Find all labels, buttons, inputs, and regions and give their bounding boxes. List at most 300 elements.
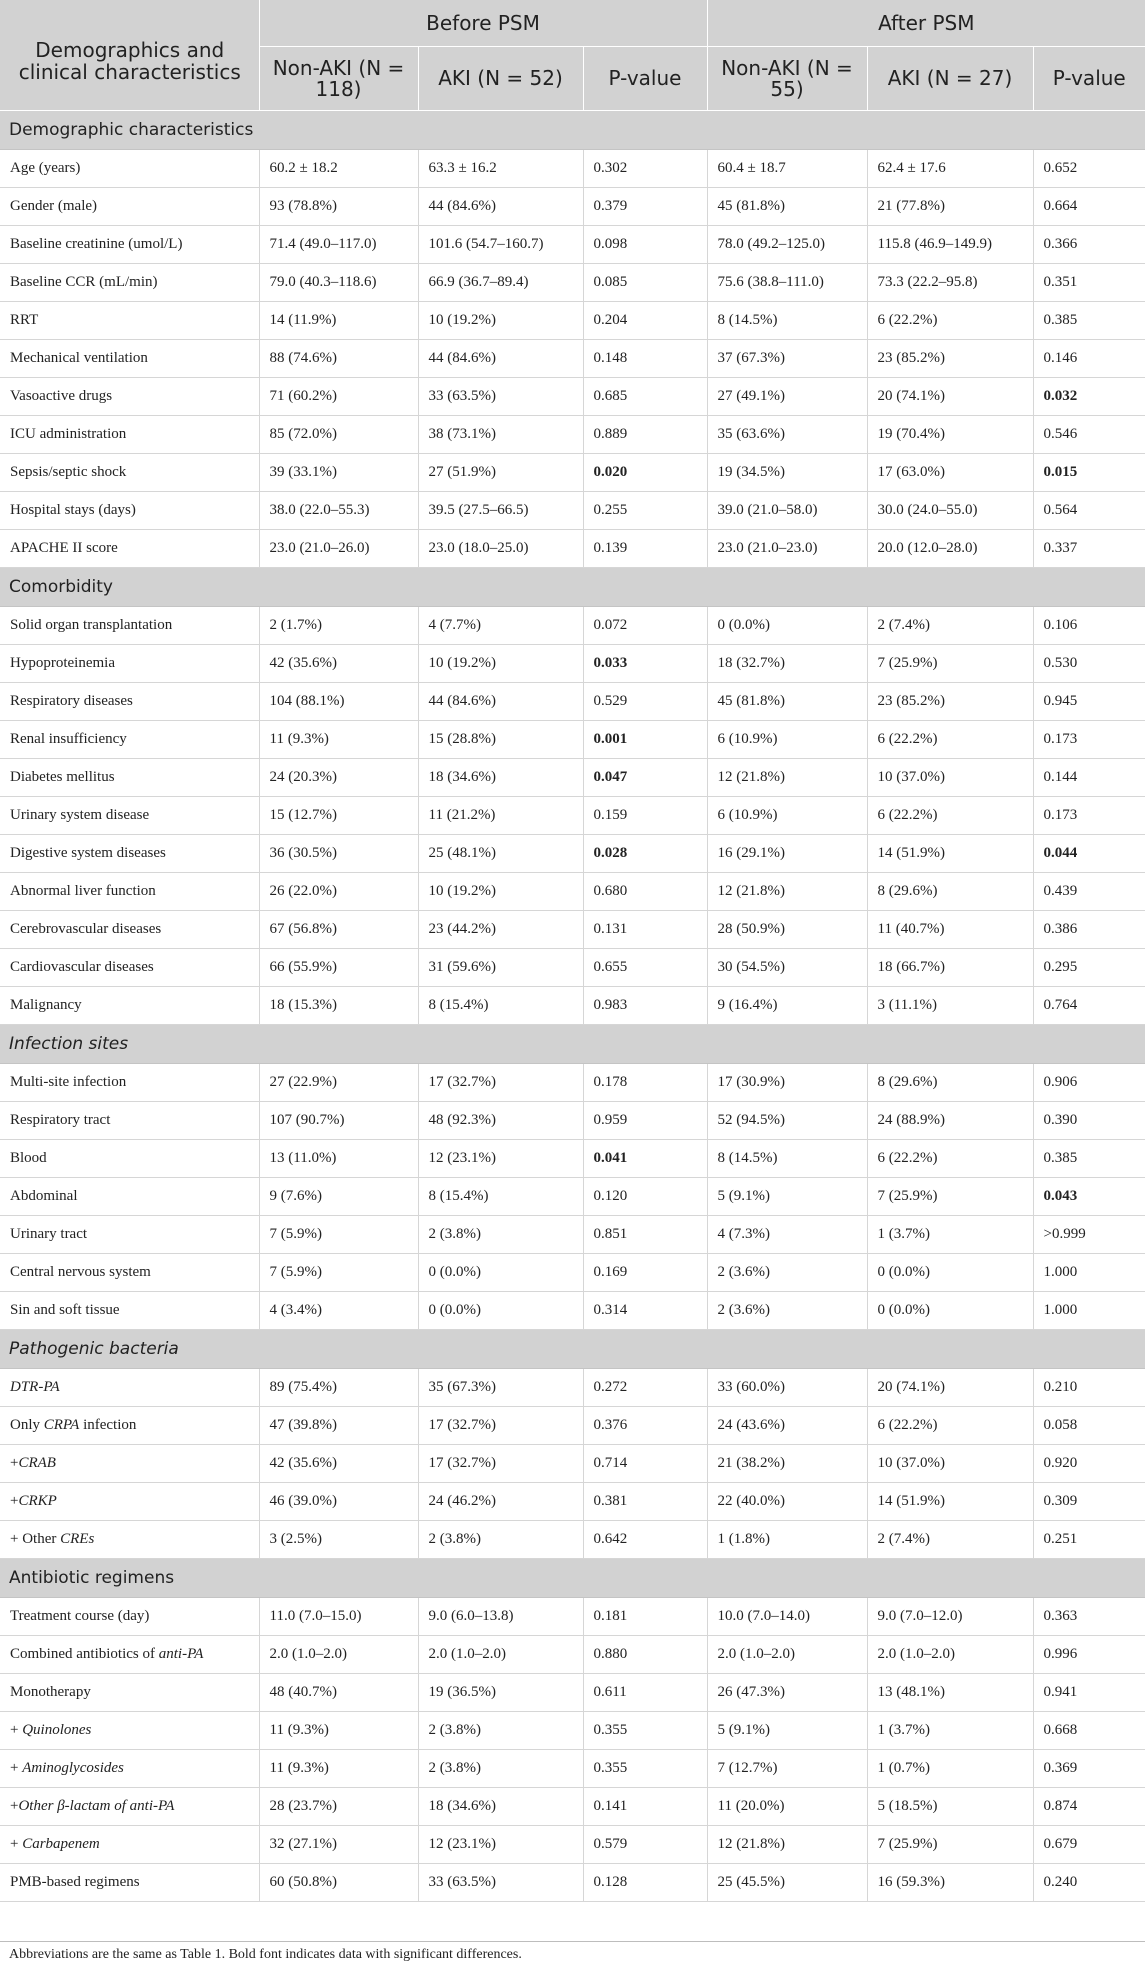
cell-after-p-value: 0.366 [1033,226,1145,264]
cell-after-non-aki: 0 (0.0%) [707,607,867,645]
cell-after-aki: 3 (11.1%) [867,987,1033,1025]
cell-before-non-aki: 88 (74.6%) [259,340,418,378]
cell-after-non-aki: 18 (32.7%) [707,645,867,683]
cell-after-non-aki: 28 (50.9%) [707,911,867,949]
table-row [0,1102,1145,1140]
cell-after-aki: 30.0 (24.0–55.0) [867,492,1033,530]
cell-after-aki: 2.0 (1.0–2.0) [867,1636,1033,1674]
cell-before-non-aki: 48 (40.7%) [259,1674,418,1712]
cell-after-non-aki: 60.4 ± 18.7 [707,150,867,188]
cell-before-non-aki: 11 (9.3%) [259,1750,418,1788]
row-label: Monotherapy [0,1674,259,1712]
table-row [0,1598,1145,1636]
row-label [0,1369,259,1407]
cell-after-non-aki: 9 (16.4%) [707,987,867,1025]
cell-before-non-aki: 13 (11.0%) [259,1140,418,1178]
cell-before-aki: 24 (46.2%) [418,1483,583,1521]
table-row [0,1483,1145,1521]
cell-after-p-value: 0.032 [1033,378,1145,416]
cell-after-aki: 73.3 (22.2–95.8) [867,264,1033,302]
header-col-after-aki: AKI (N = 27) [867,47,1033,111]
cell-after-p-value: 1.000 [1033,1254,1145,1292]
cell-before-p-value: 0.128 [583,1864,707,1902]
header-col-after-non-aki: Non-AKI (N = 55) [707,47,867,111]
row-label-segment: + [10,1722,23,1738]
cell-before-non-aki: 7 (5.9%) [259,1254,418,1292]
table-body [0,111,1145,1902]
row-label [0,1750,259,1788]
cell-before-aki: 4 (7.7%) [418,607,583,645]
row-label-segment: + [10,1760,23,1776]
section-header-row [0,568,1145,607]
row-label: Mechanical ventilation [0,340,259,378]
cell-after-non-aki: 6 (10.9%) [707,721,867,759]
row-label [0,1712,259,1750]
table-row [0,302,1145,340]
cell-after-aki: 115.8 (46.9–149.9) [867,226,1033,264]
cell-before-non-aki: 66 (55.9%) [259,949,418,987]
row-label [0,1788,259,1826]
cell-after-non-aki: 45 (81.8%) [707,188,867,226]
cell-after-p-value: 0.439 [1033,873,1145,911]
cell-after-non-aki: 27 (49.1%) [707,378,867,416]
cell-after-aki: 8 (29.6%) [867,1064,1033,1102]
cell-after-p-value: 0.546 [1033,416,1145,454]
cell-before-p-value: 0.255 [583,492,707,530]
table-row [0,1674,1145,1712]
row-label: Urinary system disease [0,797,259,835]
cell-before-aki: 39.5 (27.5–66.5) [418,492,583,530]
cell-after-non-aki: 37 (67.3%) [707,340,867,378]
row-label: Cardiovascular diseases [0,949,259,987]
cell-before-aki: 48 (92.3%) [418,1102,583,1140]
section-title: Comorbidity [0,568,1145,607]
cell-after-non-aki: 17 (30.9%) [707,1064,867,1102]
row-label: Vasoactive drugs [0,378,259,416]
cell-after-aki: 7 (25.9%) [867,1826,1033,1864]
table-row [0,1369,1145,1407]
cell-before-non-aki: 67 (56.8%) [259,911,418,949]
row-label-segment: Only [10,1417,44,1433]
cell-before-non-aki: 2.0 (1.0–2.0) [259,1636,418,1674]
row-label-segment: CRAB [18,1455,56,1471]
cell-before-non-aki: 46 (39.0%) [259,1483,418,1521]
row-label: Malignancy [0,987,259,1025]
cell-after-p-value: 0.251 [1033,1521,1145,1559]
table-row [0,1750,1145,1788]
row-label-segment: + Other [10,1531,61,1547]
cell-after-p-value: 0.652 [1033,150,1145,188]
cell-before-non-aki: 28 (23.7%) [259,1788,418,1826]
cell-after-non-aki: 24 (43.6%) [707,1407,867,1445]
cell-before-non-aki: 104 (88.1%) [259,683,418,721]
cell-before-aki: 2 (3.8%) [418,1712,583,1750]
cell-after-p-value: 0.390 [1033,1102,1145,1140]
header-col-before-non-aki: Non-AKI (N = 118) [259,47,418,111]
cell-after-non-aki: 10.0 (7.0–14.0) [707,1598,867,1636]
section-header-row [0,1330,1145,1369]
cell-before-aki: 27 (51.9%) [418,454,583,492]
table-row [0,188,1145,226]
row-label-segment: Aminoglycosides [22,1760,124,1776]
cell-after-non-aki: 1 (1.8%) [707,1521,867,1559]
cell-after-non-aki: 2.0 (1.0–2.0) [707,1636,867,1674]
cell-after-aki: 14 (51.9%) [867,1483,1033,1521]
table-row [0,645,1145,683]
cell-after-non-aki: 6 (10.9%) [707,797,867,835]
section-title: Pathogenic bacteria [0,1330,1145,1369]
cell-after-aki: 7 (25.9%) [867,1178,1033,1216]
row-label-segment: infection [79,1417,137,1433]
cell-after-non-aki: 5 (9.1%) [707,1712,867,1750]
cell-before-p-value: 0.181 [583,1598,707,1636]
cell-before-aki: 15 (28.8%) [418,721,583,759]
cell-before-non-aki: 107 (90.7%) [259,1102,418,1140]
row-label: Respiratory tract [0,1102,259,1140]
cell-after-aki: 6 (22.2%) [867,797,1033,835]
cell-before-aki: 12 (23.1%) [418,1826,583,1864]
cell-before-non-aki: 2 (1.7%) [259,607,418,645]
cell-after-p-value: >0.999 [1033,1216,1145,1254]
cell-before-non-aki: 60.2 ± 18.2 [259,150,418,188]
table-row [0,607,1145,645]
row-label: Sepsis/septic shock [0,454,259,492]
row-label-segment: + [10,1493,19,1509]
row-label-segment: CRKP [18,1493,57,1509]
cell-before-non-aki: 4 (3.4%) [259,1292,418,1330]
cell-after-p-value: 0.679 [1033,1826,1145,1864]
cell-before-non-aki: 9 (7.6%) [259,1178,418,1216]
cell-after-non-aki: 75.6 (38.8–111.0) [707,264,867,302]
cell-after-aki: 2 (7.4%) [867,607,1033,645]
cell-before-aki: 11 (21.2%) [418,797,583,835]
cell-before-non-aki: 18 (15.3%) [259,987,418,1025]
row-label [0,1445,259,1483]
row-label-segment: + [10,1836,23,1852]
section-title: Demographic characteristics [0,111,1145,150]
cell-before-non-aki: 42 (35.6%) [259,1445,418,1483]
cell-after-aki: 10 (37.0%) [867,1445,1033,1483]
cell-after-p-value: 0.043 [1033,1178,1145,1216]
row-label: RRT [0,302,259,340]
cell-after-aki: 13 (48.1%) [867,1674,1033,1712]
cell-before-aki: 10 (19.2%) [418,645,583,683]
cell-after-p-value: 0.564 [1033,492,1145,530]
cell-before-aki: 44 (84.6%) [418,340,583,378]
cell-before-non-aki: 26 (22.0%) [259,873,418,911]
cell-after-p-value: 0.309 [1033,1483,1145,1521]
cell-before-non-aki: 3 (2.5%) [259,1521,418,1559]
table-row [0,1140,1145,1178]
cell-before-p-value: 0.272 [583,1369,707,1407]
cell-after-non-aki: 12 (21.8%) [707,873,867,911]
cell-after-p-value: 0.363 [1033,1598,1145,1636]
cell-before-p-value: 0.355 [583,1712,707,1750]
cell-before-non-aki: 24 (20.3%) [259,759,418,797]
cell-before-non-aki: 14 (11.9%) [259,302,418,340]
row-label: Blood [0,1140,259,1178]
header-group-after-psm: After PSM [707,0,1145,47]
cell-before-p-value: 0.159 [583,797,707,835]
cell-after-p-value: 0.240 [1033,1864,1145,1902]
cell-after-p-value: 0.945 [1033,683,1145,721]
table-row [0,1445,1145,1483]
cell-after-non-aki: 2 (3.6%) [707,1292,867,1330]
cell-after-aki: 1 (0.7%) [867,1750,1033,1788]
cell-after-aki: 11 (40.7%) [867,911,1033,949]
cell-before-aki: 23.0 (18.0–25.0) [418,530,583,568]
table-row [0,835,1145,873]
cell-after-p-value: 0.173 [1033,721,1145,759]
cell-before-aki: 18 (34.6%) [418,759,583,797]
section-header-row [0,1025,1145,1064]
cell-after-p-value: 0.351 [1033,264,1145,302]
cell-before-p-value: 0.355 [583,1750,707,1788]
cell-after-aki: 6 (22.2%) [867,302,1033,340]
cell-before-aki: 2 (3.8%) [418,1216,583,1254]
row-label: Baseline creatinine (umol/L) [0,226,259,264]
cell-before-aki: 31 (59.6%) [418,949,583,987]
cell-before-aki: 38 (73.1%) [418,416,583,454]
cell-before-aki: 25 (48.1%) [418,835,583,873]
cell-before-aki: 2 (3.8%) [418,1750,583,1788]
row-label: Sin and soft tissue [0,1292,259,1330]
cell-before-aki: 63.3 ± 16.2 [418,150,583,188]
table-row [0,340,1145,378]
cell-before-p-value: 0.680 [583,873,707,911]
cell-before-aki: 17 (32.7%) [418,1407,583,1445]
cell-after-aki: 9.0 (7.0–12.0) [867,1598,1033,1636]
cell-before-p-value: 0.314 [583,1292,707,1330]
cell-before-non-aki: 15 (12.7%) [259,797,418,835]
header-col-after-p-value: P-value [1033,47,1145,111]
cell-before-aki: 10 (19.2%) [418,302,583,340]
row-label: Age (years) [0,150,259,188]
cell-after-non-aki: 19 (34.5%) [707,454,867,492]
cell-after-aki: 2 (7.4%) [867,1521,1033,1559]
cell-before-aki: 9.0 (6.0–13.8) [418,1598,583,1636]
cell-after-aki: 16 (59.3%) [867,1864,1033,1902]
cell-after-aki: 5 (18.5%) [867,1788,1033,1826]
table-row [0,1178,1145,1216]
table-row [0,1216,1145,1254]
cell-after-non-aki: 22 (40.0%) [707,1483,867,1521]
cell-after-aki: 23 (85.2%) [867,340,1033,378]
cell-before-non-aki: 79.0 (40.3–118.6) [259,264,418,302]
cell-after-non-aki: 5 (9.1%) [707,1178,867,1216]
row-label: Hospital stays (days) [0,492,259,530]
cell-after-aki: 1 (3.7%) [867,1712,1033,1750]
cell-before-aki: 18 (34.6%) [418,1788,583,1826]
cell-after-non-aki: 25 (45.5%) [707,1864,867,1902]
cell-after-aki: 20 (74.1%) [867,1369,1033,1407]
header-group-before-psm: Before PSM [259,0,707,47]
table-row [0,378,1145,416]
row-label: Central nervous system [0,1254,259,1292]
table-row [0,454,1145,492]
cell-before-p-value: 0.611 [583,1674,707,1712]
table-row [0,1712,1145,1750]
row-label: PMB-based regimens [0,1864,259,1902]
row-label: Treatment course (day) [0,1598,259,1636]
cell-before-non-aki: 42 (35.6%) [259,645,418,683]
cell-before-p-value: 0.178 [583,1064,707,1102]
cell-before-aki: 101.6 (54.7–160.7) [418,226,583,264]
row-label: Multi-site infection [0,1064,259,1102]
cell-after-aki: 14 (51.9%) [867,835,1033,873]
table-row [0,873,1145,911]
cell-after-non-aki: 26 (47.3%) [707,1674,867,1712]
cell-before-p-value: 0.141 [583,1788,707,1826]
cell-after-p-value: 0.874 [1033,1788,1145,1826]
cell-after-aki: 7 (25.9%) [867,645,1033,683]
cell-after-non-aki: 21 (38.2%) [707,1445,867,1483]
row-label-segment: Other β-lactam of anti-PA [18,1798,175,1814]
cell-after-non-aki: 16 (29.1%) [707,835,867,873]
cell-after-non-aki: 7 (12.7%) [707,1750,867,1788]
cell-after-non-aki: 30 (54.5%) [707,949,867,987]
cell-before-non-aki: 71 (60.2%) [259,378,418,416]
table-row [0,1292,1145,1330]
cell-after-p-value: 0.764 [1033,987,1145,1025]
cell-before-p-value: 0.714 [583,1445,707,1483]
cell-before-aki: 0 (0.0%) [418,1254,583,1292]
cell-before-p-value: 0.529 [583,683,707,721]
cell-before-aki: 44 (84.6%) [418,683,583,721]
header-main-label: Demographics and clinical characteristics [0,0,259,111]
table-row [0,1521,1145,1559]
cell-after-p-value: 0.106 [1033,607,1145,645]
cell-after-aki: 6 (22.2%) [867,1407,1033,1445]
cell-after-non-aki: 45 (81.8%) [707,683,867,721]
cell-before-non-aki: 27 (22.9%) [259,1064,418,1102]
table-row [0,797,1145,835]
cell-before-non-aki: 93 (78.8%) [259,188,418,226]
table-row [0,721,1145,759]
cell-after-p-value: 1.000 [1033,1292,1145,1330]
cell-after-aki: 24 (88.9%) [867,1102,1033,1140]
header-col-before-p-value: P-value [583,47,707,111]
row-label-segment: + [10,1455,19,1471]
table-row [0,264,1145,302]
cell-before-aki: 66.9 (36.7–89.4) [418,264,583,302]
cell-before-p-value: 0.033 [583,645,707,683]
row-label-segment: Quinolones [22,1722,92,1738]
cell-after-p-value: 0.385 [1033,302,1145,340]
row-label-segment: anti-PA [158,1646,204,1662]
cell-before-non-aki: 36 (30.5%) [259,835,418,873]
cell-before-non-aki: 11.0 (7.0–15.0) [259,1598,418,1636]
row-label [0,1407,259,1445]
row-label-segment: Combined antibiotics of [10,1646,159,1662]
cell-before-non-aki: 23.0 (21.0–26.0) [259,530,418,568]
cell-before-non-aki: 85 (72.0%) [259,416,418,454]
cell-after-non-aki: 12 (21.8%) [707,759,867,797]
cell-before-p-value: 0.655 [583,949,707,987]
cell-before-p-value: 0.047 [583,759,707,797]
cell-after-aki: 6 (22.2%) [867,721,1033,759]
cell-before-non-aki: 38.0 (22.0–55.3) [259,492,418,530]
table-row [0,416,1145,454]
row-label: Cerebrovascular diseases [0,911,259,949]
cell-after-non-aki: 8 (14.5%) [707,302,867,340]
row-label: ICU administration [0,416,259,454]
cell-before-non-aki: 71.4 (49.0–117.0) [259,226,418,264]
cell-after-p-value: 0.044 [1033,835,1145,873]
cell-before-p-value: 0.072 [583,607,707,645]
table-row [0,1636,1145,1674]
table-row [0,530,1145,568]
section-title: Infection sites [0,1025,1145,1064]
cell-before-p-value: 0.139 [583,530,707,568]
cell-before-non-aki: 11 (9.3%) [259,721,418,759]
row-label: APACHE II score [0,530,259,568]
cell-after-aki: 21 (77.8%) [867,188,1033,226]
row-label [0,1483,259,1521]
cell-before-p-value: 0.302 [583,150,707,188]
cell-after-p-value: 0.337 [1033,530,1145,568]
cell-after-p-value: 0.996 [1033,1636,1145,1674]
cell-after-p-value: 0.386 [1033,911,1145,949]
table-row [0,987,1145,1025]
cell-after-aki: 20 (74.1%) [867,378,1033,416]
table-row [0,1788,1145,1826]
cell-after-p-value: 0.015 [1033,454,1145,492]
cell-after-non-aki: 23.0 (21.0–23.0) [707,530,867,568]
cell-before-aki: 17 (32.7%) [418,1445,583,1483]
cell-after-p-value: 0.941 [1033,1674,1145,1712]
table-row [0,1254,1145,1292]
row-label [0,1521,259,1559]
cell-before-aki: 33 (63.5%) [418,378,583,416]
cell-before-non-aki: 7 (5.9%) [259,1216,418,1254]
row-label: Hypoproteinemia [0,645,259,683]
cell-after-p-value: 0.210 [1033,1369,1145,1407]
cell-before-p-value: 0.851 [583,1216,707,1254]
cell-after-non-aki: 8 (14.5%) [707,1140,867,1178]
row-label: Diabetes mellitus [0,759,259,797]
cell-before-aki: 19 (36.5%) [418,1674,583,1712]
cell-before-p-value: 0.685 [583,378,707,416]
section-header-row [0,1559,1145,1598]
cell-after-p-value: 0.664 [1033,188,1145,226]
table-row [0,1407,1145,1445]
cell-after-aki: 18 (66.7%) [867,949,1033,987]
row-label-segment: Carbapenem [22,1836,100,1852]
cell-before-p-value: 0.579 [583,1826,707,1864]
cell-before-p-value: 0.085 [583,264,707,302]
table-footnote: Abbreviations are the same as Table 1. Bold font indicates data with significant differences. [9,1947,522,1962]
section-title: Antibiotic regimens [0,1559,1145,1598]
cell-after-non-aki: 33 (60.0%) [707,1369,867,1407]
section-header-row [0,111,1145,150]
row-label: Abnormal liver function [0,873,259,911]
cell-before-aki: 8 (15.4%) [418,1178,583,1216]
table-row [0,911,1145,949]
cell-before-p-value: 0.376 [583,1407,707,1445]
cell-before-non-aki: 47 (39.8%) [259,1407,418,1445]
table-row [0,1864,1145,1902]
cell-after-aki: 20.0 (12.0–28.0) [867,530,1033,568]
row-label: Renal insufficiency [0,721,259,759]
cell-before-non-aki: 11 (9.3%) [259,1712,418,1750]
cell-after-p-value: 0.369 [1033,1750,1145,1788]
row-label-segment: CRPA [43,1417,80,1433]
cell-before-aki: 0 (0.0%) [418,1292,583,1330]
cell-before-aki: 2.0 (1.0–2.0) [418,1636,583,1674]
row-label [0,1826,259,1864]
table-bottom-rule [0,1941,1145,1942]
